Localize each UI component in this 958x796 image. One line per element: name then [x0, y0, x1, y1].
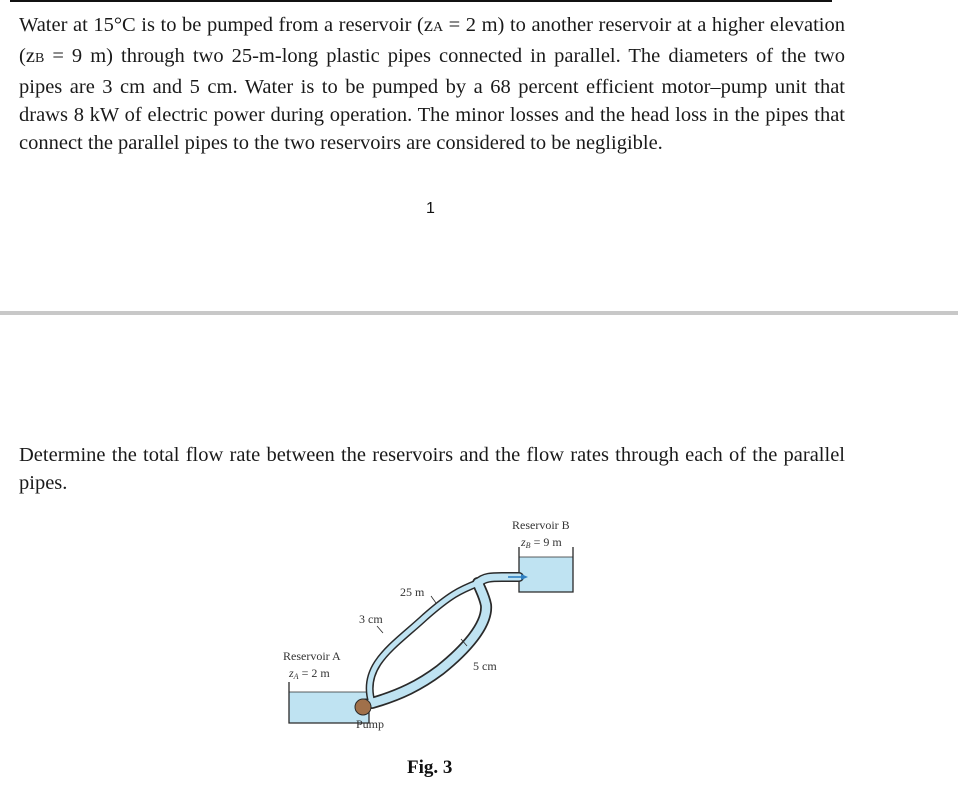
- problem-text-part-2: = 2 m) to another reservoir at a higher elevation (z: [19, 14, 845, 67]
- pipe-3cm-leader: [377, 626, 383, 633]
- page-break-divider: [0, 311, 958, 315]
- top-rule: [10, 0, 832, 2]
- page-number: 1: [426, 200, 435, 217]
- pipe-5cm-label: 5 cm: [473, 659, 497, 673]
- problem-text-part-1: Water at 15°C is to be pumped from a reservoir (z: [19, 14, 433, 36]
- reservoir-a-elev-val: = 2 m: [298, 666, 330, 680]
- reservoir-a-elev-sub: A: [293, 672, 299, 681]
- reservoir-b-elevation: [520, 535, 562, 550]
- discharge-pipe-water: [478, 577, 519, 583]
- subscript-a: A: [432, 20, 444, 35]
- pump-system-diagram: [270, 505, 600, 745]
- reservoir-a-label: Reservoir A: [283, 649, 341, 663]
- problem-text-part-3: = 9 m) through two 25-m-long plastic pipes connected in parallel. The diameters of the two pipes are 3 cm and 5 cm. Water is to be pumped by a 68 percent efficient motor–pump unit that draws 8 kW of electric power during operation. The minor losses and the head loss in the pipes that connect the parallel pipes to the two reservoirs are considered to be negligible.: [19, 45, 845, 154]
- pump-system-figure: [270, 505, 600, 745]
- pump-icon: [355, 699, 371, 715]
- question-text: Determine the total flow rate between the reservoirs and the flow rates through each of the parallel pipes.: [19, 444, 845, 494]
- pipe-length-leader: [431, 596, 436, 603]
- pipe-5cm-water: [372, 583, 486, 703]
- pump-label: Pump: [356, 717, 385, 731]
- problem-statement: [19, 11, 845, 157]
- pipe-length-label: 25 m: [400, 585, 425, 599]
- reservoir-b-label: Reservoir B: [512, 518, 570, 532]
- subscript-b: B: [34, 51, 45, 66]
- figure-caption: Fig. 3: [407, 757, 453, 778]
- reservoir-b-elev-val: = 9 m: [530, 535, 562, 549]
- reservoir-b-elev-sub: B: [525, 541, 531, 550]
- reservoir-b-water: [519, 557, 573, 592]
- reservoir-a-elevation: [288, 666, 330, 681]
- reservoir-a-elev-var: z: [289, 666, 294, 680]
- reservoir-b-elev-var: z: [521, 535, 526, 549]
- pipe-3cm-label: 3 cm: [359, 612, 383, 626]
